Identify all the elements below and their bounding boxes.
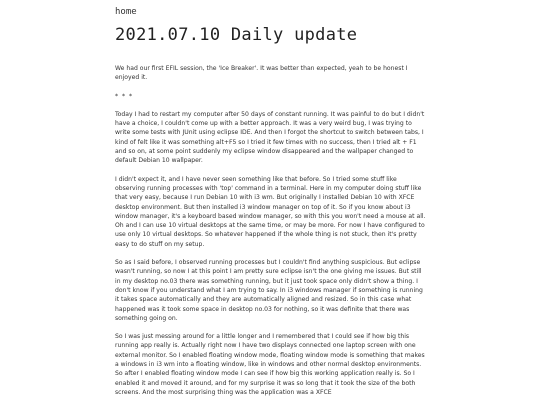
body-paragraph-4: So I was just messing around for a little longer and I remembered that I could see if how big this running app really is. Actually right now I have two displays connected one laptop screen with one external monitor. So I enabled floating window mode, floating window mode is something that makes a windows in i3 wm into a floating window, like in windows and other normal desktop environments. So after I enabled floating window mode I can see if how big this working application really is. So I enabled it and moved it around, and for my surprise it was so long that it took the size of the both screens. And the most surprising thing was the application was a XFCE [115, 333, 425, 396]
body-paragraph-2: I didn't expect it, and I have never seen something like that before. So I tried some stuff like observing running processes with 'top' command in a terminal. Here in my computer doing stuff like that very easy, because I run Debian 10 with i3 wm. But originally I installed Debian 10 with XFCE desktop environment. But then installed i3 window manager on top of it. So if you know about i3 window manager, it's a keyboard based window manager, so with this you won't need a mouse at all. Oh and I can use 10 virtual desktops at the same time, or may be more. For now I have configured to use only 10 virtual desktops. So whatever happened if the whole thing is not stuck, then it's pretty easy to do stuff on my setup. [115, 175, 426, 248]
body-paragraph-3: So as I said before, I observed running processes but I couldn't find anything suspicious. But eclipse wasn't running, so now I at this point I am pretty sure eclipse isn't the one giving me issues. But still in my desktop no.03 there was something running, but it just took space only didn't show a thing. I don't know if you understand what I am trying to say. In i3 windows manager if something is running it takes space automatically and they are automatically aligned and resized. So in this case what happened was it took some space in desktop no.03 for nothing, so it was definite that there was something going on. [115, 259, 423, 322]
body-paragraph-1: Today I had to restart my computer after 50 days of constant running. It was painful to do but I didn't have a choice, I couldn't come up with a better approach. It was a very weird bug, I was trying to write some tests with JUnit using eclipse IDE. And then I forgot the shortcut to switch between tabs, I kind of felt like it was something alt+F5 so I tried it few times with no success, then I tried alt + F1 and so on, at some point suddenly my eclipse window disappeared and the wallpaper changed to default Debian 10 wallpaper. [115, 110, 425, 165]
page-title: 2021.07.10 Daily update [115, 25, 358, 45]
intro-paragraph: We had our first EFIL session, the 'Ice Breaker'. It was better than expected, yeah to be honest I enjoyed it. [115, 65, 408, 82]
section-separator: * * * [115, 92, 134, 100]
home-link[interactable]: home [115, 7, 137, 17]
content-column [115, 6, 427, 405]
